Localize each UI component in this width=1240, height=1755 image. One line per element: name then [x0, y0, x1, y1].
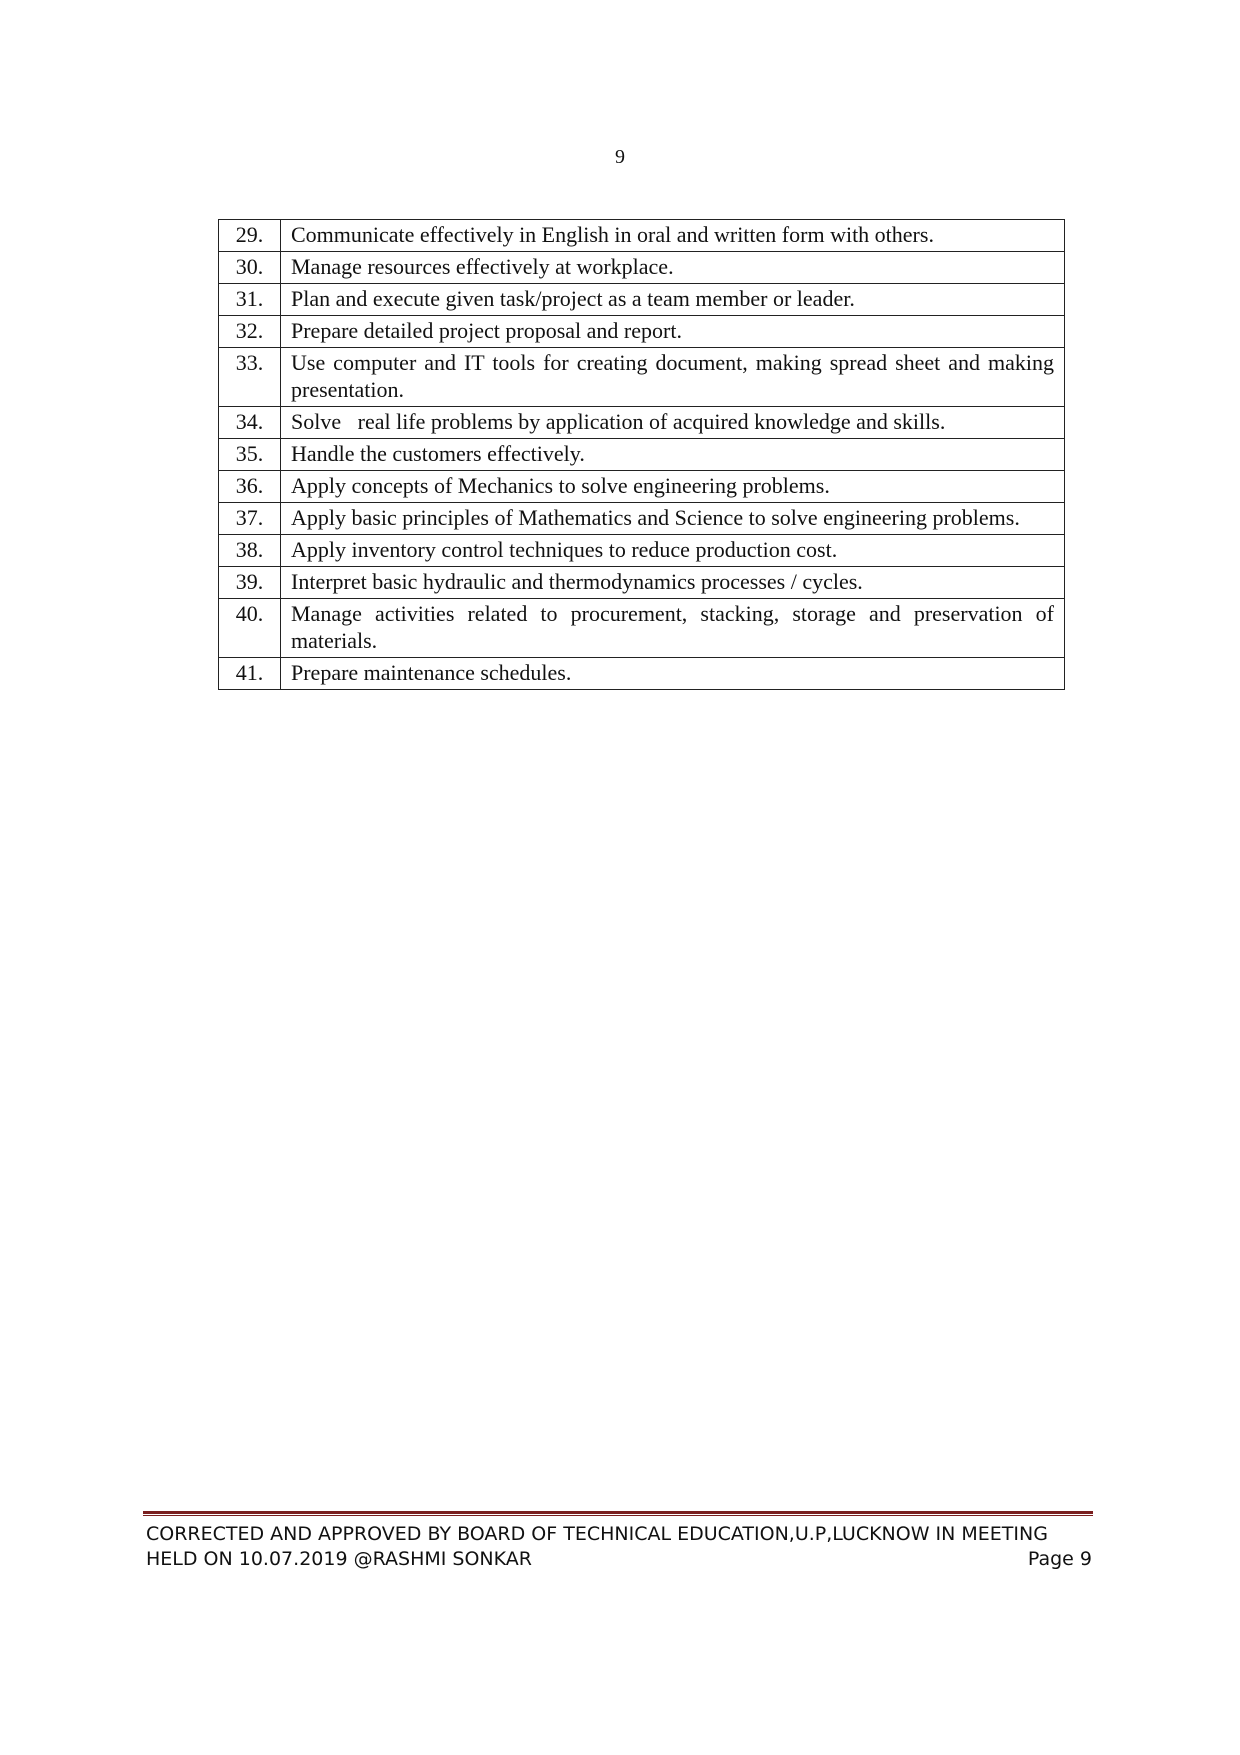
item-text: Use computer and IT tools for creating document, making spread sheet and making presentation. [281, 348, 1065, 407]
page-number-top: 9 [615, 146, 625, 168]
footer-second-line [146, 1547, 1092, 1572]
table-row [219, 252, 1065, 284]
item-text: Prepare maintenance schedules. [281, 658, 1065, 690]
item-number: 33. [219, 348, 281, 407]
footer-meeting-date: HELD ON 10.07.2019 @RASHMI SONKAR [146, 1548, 532, 1570]
item-number: 40. [219, 599, 281, 658]
item-number: 39. [219, 567, 281, 599]
table-row [219, 439, 1065, 471]
outcomes-table [218, 219, 1065, 690]
item-text: Manage activities related to procurement, stacking, storage and preservation of materials. [281, 599, 1065, 658]
item-text: Plan and execute given task/project as a team member or leader. [281, 284, 1065, 316]
item-number: 41. [219, 658, 281, 690]
table-row [219, 220, 1065, 252]
item-text: Apply basic principles of Mathematics and Science to solve engineering problems. [281, 503, 1065, 535]
table-row [219, 503, 1065, 535]
table-row [219, 348, 1065, 407]
table-row [219, 316, 1065, 348]
item-number: 32. [219, 316, 281, 348]
table-row [219, 471, 1065, 503]
item-text: Apply concepts of Mechanics to solve engineering problems. [281, 471, 1065, 503]
footer-approval-line: CORRECTED AND APPROVED BY BOARD OF TECHNICAL EDUCATION,U.P,LUCKNOW IN MEETING [146, 1523, 1048, 1545]
page-footer [146, 1522, 1092, 1572]
table-row [219, 284, 1065, 316]
table-row [219, 599, 1065, 658]
table-row [219, 535, 1065, 567]
item-text: Interpret basic hydraulic and thermodynamics processes / cycles. [281, 567, 1065, 599]
item-text: Solve real life problems by application of acquired knowledge and skills. [281, 407, 1065, 439]
item-text: Manage resources effectively at workplace. [281, 252, 1065, 284]
item-number: 35. [219, 439, 281, 471]
item-number: 37. [219, 503, 281, 535]
footer-page-label: Page 9 [1027, 1548, 1092, 1570]
item-text: Communicate effectively in English in oral and written form with others. [281, 220, 1065, 252]
table-row [219, 407, 1065, 439]
item-number: 29. [219, 220, 281, 252]
item-text: Apply inventory control techniques to reduce production cost. [281, 535, 1065, 567]
item-text: Prepare detailed project proposal and report. [281, 316, 1065, 348]
item-number: 38. [219, 535, 281, 567]
item-number: 34. [219, 407, 281, 439]
item-number: 30. [219, 252, 281, 284]
item-number: 31. [219, 284, 281, 316]
table-row [219, 658, 1065, 690]
item-text: Handle the customers effectively. [281, 439, 1065, 471]
footer-divider [143, 1511, 1093, 1516]
table-row [219, 567, 1065, 599]
item-number: 36. [219, 471, 281, 503]
